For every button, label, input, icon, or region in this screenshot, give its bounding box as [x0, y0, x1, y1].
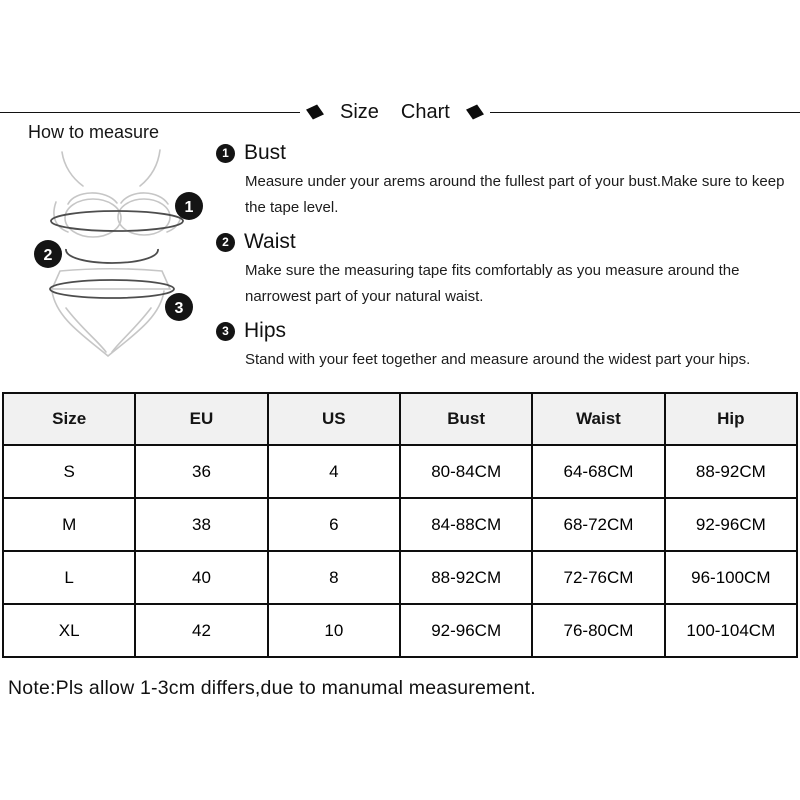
cell-us: 6: [268, 498, 400, 551]
col-header-us: US: [268, 393, 400, 445]
bikini-strap-left: [62, 152, 83, 186]
cell-eu: 42: [135, 604, 267, 657]
measuring-instructions: [216, 141, 800, 382]
badge-3-label: 3: [174, 300, 184, 317]
col-header-bust: Bust: [400, 393, 532, 445]
cell-size: S: [3, 445, 135, 498]
col-header-hip: Hip: [665, 393, 797, 445]
cell-eu: 40: [135, 551, 267, 604]
instruction-hips: [216, 319, 800, 373]
cell-hip: 88-92CM: [665, 445, 797, 498]
header-rule-right: [490, 112, 800, 113]
instruction-waist-text: Make sure the measuring tape fits comfortably as you measure around the narrowest part of your natural waist.: [245, 262, 740, 305]
instruction-bust: [216, 141, 800, 221]
instruction-waist: [216, 230, 800, 310]
number-1-badge: 1: [216, 144, 235, 163]
table-row: [3, 445, 797, 498]
instruction-hips-title: Hips: [244, 319, 287, 342]
cell-waist: 76-80CM: [532, 604, 664, 657]
cell-bust: 80-84CM: [400, 445, 532, 498]
number-2-badge: 2: [216, 233, 235, 252]
cell-hip: 96-100CM: [665, 551, 797, 604]
waist-measure-line: [66, 249, 158, 263]
page-title-word1: Size: [340, 100, 379, 123]
cell-size: M: [3, 498, 135, 551]
cell-size: XL: [3, 604, 135, 657]
number-3-badge: 3: [216, 322, 235, 341]
instruction-bust-text: Measure under your arems around the fullest part of your bust.Make sure to keep the tape level.: [245, 173, 785, 216]
cell-eu: 36: [135, 445, 267, 498]
cell-us: 10: [268, 604, 400, 657]
page-title-word2: Chart: [400, 100, 450, 123]
cell-eu: 38: [135, 498, 267, 551]
page-title: [330, 101, 460, 124]
bikini-measurement-diagram: [20, 144, 220, 366]
instruction-waist-title: Waist: [244, 230, 296, 253]
leg-opening-right: [112, 308, 151, 352]
cell-hip: 100-104CM: [665, 604, 797, 657]
cell-bust: 92-96CM: [400, 604, 532, 657]
bikini-bottom-waistband: [52, 269, 170, 289]
table-row: [3, 498, 797, 551]
bikini-strap-right: [140, 150, 160, 186]
table-row: [3, 551, 797, 604]
instruction-hips-text: Stand with your feet together and measure around the widest part your hips.: [245, 351, 751, 368]
cell-waist: 64-68CM: [532, 445, 664, 498]
badge-2-label: 2: [43, 247, 53, 264]
measurement-note: Note:Pls allow 1-3cm differs,due to manumal measurement.: [8, 677, 536, 699]
bikini-bottom-outline: [52, 291, 164, 356]
cell-us: 8: [268, 551, 400, 604]
col-header-waist: Waist: [532, 393, 664, 445]
size-chart-table: [2, 392, 798, 658]
instruction-hips-heading: [216, 319, 800, 343]
leg-opening-left: [66, 308, 106, 352]
instruction-bust-title: Bust: [244, 141, 287, 164]
diamond-icon: [466, 105, 484, 120]
badge-1-label: 1: [184, 199, 194, 216]
col-header-eu: EU: [135, 393, 267, 445]
cell-bust: 88-92CM: [400, 551, 532, 604]
table-row: [3, 604, 797, 657]
header-rule-left: [0, 112, 300, 113]
cell-bust: 84-88CM: [400, 498, 532, 551]
cell-size: L: [3, 551, 135, 604]
how-to-measure-title: How to measure: [28, 122, 160, 142]
diamond-icon: [306, 105, 324, 120]
cell-hip: 92-96CM: [665, 498, 797, 551]
col-header-size: Size: [3, 393, 135, 445]
cell-waist: 68-72CM: [532, 498, 664, 551]
cell-waist: 72-76CM: [532, 551, 664, 604]
cell-us: 4: [268, 445, 400, 498]
instruction-waist-heading: [216, 230, 800, 254]
table-header-row: [3, 393, 797, 445]
instruction-bust-heading: [216, 141, 800, 165]
